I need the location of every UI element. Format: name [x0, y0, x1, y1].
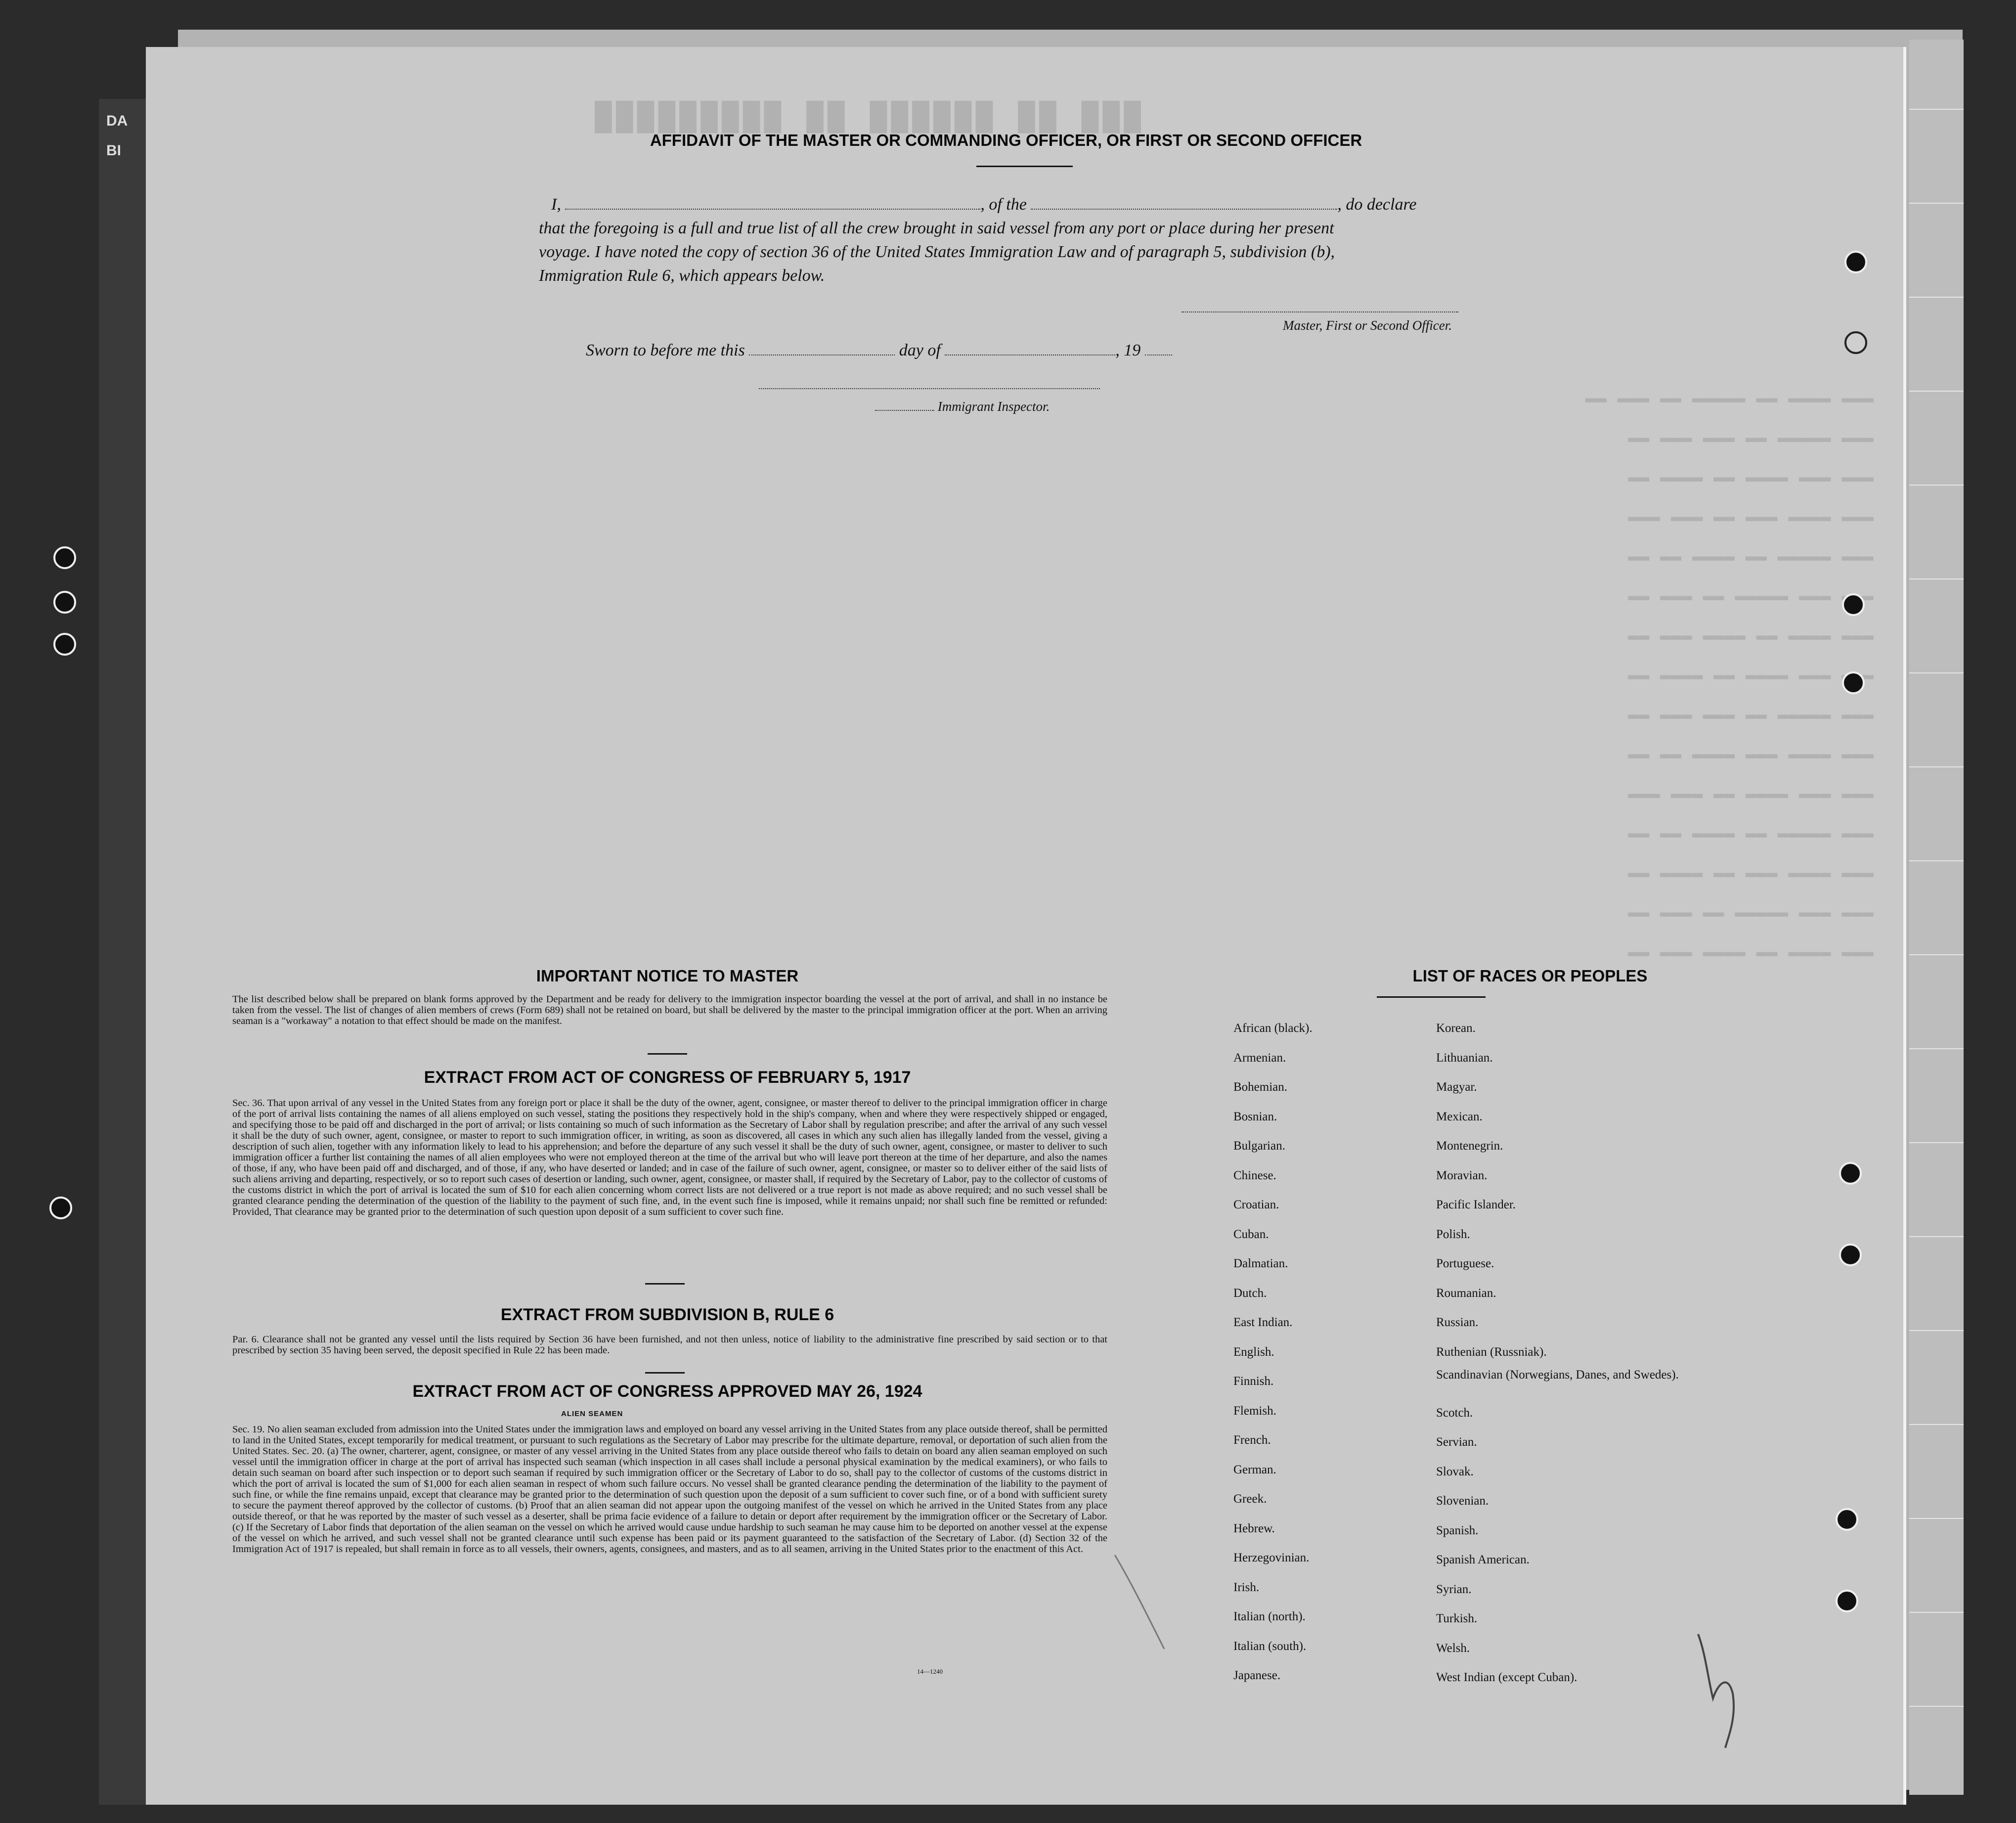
- year-text: , 19: [1115, 341, 1141, 359]
- edge-fragment: DA: [106, 113, 128, 129]
- month-blank: [945, 355, 1115, 356]
- race-item: Slovenian.: [1436, 1494, 1489, 1508]
- section-rule: [648, 1053, 687, 1055]
- race-item: Bosnian.: [1233, 1110, 1277, 1123]
- race-item: Japanese.: [1233, 1669, 1281, 1682]
- race-item: Montenegrin.: [1436, 1139, 1503, 1153]
- master-signature-blank: [1182, 311, 1458, 312]
- notice-title: IMPORTANT NOTICE TO MASTER: [536, 967, 799, 985]
- races-title: LIST OF RACES OR PEOPLES: [1412, 967, 1648, 985]
- race-item: Cuban.: [1233, 1227, 1269, 1241]
- binder-hole: [1836, 1508, 1858, 1531]
- race-item: Bohemian.: [1233, 1080, 1288, 1094]
- binder-hole: [1842, 671, 1865, 694]
- race-item: Syrian.: [1436, 1582, 1472, 1596]
- race-item: Ruthenian (Russniak).: [1436, 1345, 1547, 1359]
- race-item: Dutch.: [1233, 1286, 1267, 1300]
- binder-hole: [53, 546, 76, 569]
- sworn-line: [586, 341, 1172, 360]
- race-item: Mexican.: [1436, 1110, 1483, 1123]
- affidavit-line-1: [551, 195, 1417, 214]
- race-item: Chinese.: [1233, 1168, 1276, 1182]
- races-right-column: [1436, 1014, 1679, 1692]
- extract-1917-title: EXTRACT FROM ACT OF CONGRESS OF FEBRUARY 5, 1917: [424, 1068, 911, 1087]
- binder-hole: [1842, 593, 1865, 616]
- document-sheet: [146, 47, 1903, 1805]
- affidavit-title: AFFIDAVIT OF THE MASTER OR COMMANDING OFFICER, OR FIRST OR SECOND OFFICER: [650, 131, 1362, 149]
- section-rule: [645, 1283, 685, 1285]
- affidavit-line-3: voyage. I have noted the copy of section 36 of the United States Immigration Law and of paragraph 5, subdivision (b),: [539, 243, 1335, 261]
- pencil-mark: [1678, 1624, 1748, 1753]
- extract-1917-text: Sec. 36. That upon arrival of any vessel in the United States from any foreign port or place it shall be the duty of the owner, agent, consignee, or master thereof to deliver to the principal immigration officer in charge of the port of arrival lists containing the names of all aliens employed on such vessel, stating the positions they respectively hold in the ship's company, when and where they were respectively shipped or engaged, and specifying those to be paid off and discharged in the port of arrival; or lists containing so much of such information as the Secretary of Labor shall by regulation prescribe; and after the arrival of any such vessel it shall be the duty of such owner, agent, consignee, or master to report to such immigration officer, in writing, as soon as discovered, all cases in which any such alien has illegally landed from the vessel, giving a description of such alien, together with any information likely to lead to his apprehension; and before the departure of any such vessel it shall be the duty of such owner, agent, consignee, or master to deliver to such immigration officer a further list containing the names of all alien employees who were not employed thereon at the time of the arrival but who will leave port thereon at the time of her departure, and also the names of those, if any, who have been paid off and discharged, and of those, if any, who have deserted or landed; and in case of the failure of such owner, agent, consignee, or master so to deliver either of the said lists of such aliens arriving and departing, respectively, or so to report such cases of desertion or landing, such owner, agent, consignee, or master shall, if required by the Secretary of Labor, pay to the collector of customs of the customs district in which the port of arrival is located the sum of $10 for each alien concerning whom correct lists are not delivered or a true report is not made as above required; and no such vessel shall be granted clearance pending the determination of the question of the liability to the payment of such fine, and, in the event such fine is imposed, while it remains unpaid; nor shall such fine be remitted or refunded: Provided, That clearance may be granted prior to the determination of such question upon deposit of a sum sufficient to cover such fine.: [232, 1098, 1107, 1217]
- race-item: Bulgarian.: [1233, 1139, 1285, 1153]
- race-item: Finnish.: [1233, 1375, 1274, 1388]
- binder-hole: [1839, 1244, 1862, 1266]
- vessel-blank: [1031, 209, 1337, 210]
- race-item: Flemish.: [1233, 1404, 1276, 1418]
- race-item: Italian (north).: [1233, 1610, 1306, 1623]
- affidavit-line-4: Immigration Rule 6, which appears below.: [539, 267, 825, 285]
- extract-1924-title: EXTRACT FROM ACT OF CONGRESS APPROVED MAY 26, 1924: [412, 1382, 922, 1401]
- race-item: Magyar.: [1436, 1080, 1477, 1094]
- race-item: Spanish.: [1436, 1523, 1479, 1537]
- alien-seamen-subtitle: ALIEN SEAMEN: [561, 1410, 623, 1418]
- binder-hole: [1836, 1590, 1858, 1612]
- race-item: German.: [1233, 1463, 1276, 1476]
- races-left-column: [1233, 1014, 1313, 1690]
- inspector-short-blank: [875, 410, 934, 411]
- extract-1924-text: Sec. 19. No alien seaman excluded from admission into the United States under the immigration laws and employed on board any vessel arriving in the United States from any place outside thereof, shall be permitted to land in the United States, except temporarily for medical treatment, or pursuant to such regulations as the Secretary of Labor may prescribe for the ultimate departure, removal, or deportation of such alien from the United States. Sec. 20. (a) The owner, charterer, agent, consignee, or master of any vessel arriving in the United States from any place outside thereof who fails to detain on board any alien seaman employed on such vessel until the immigration officer in charge at the port of arrival has inspected such seaman (which inspection in all cases shall include a personal physical examination by the medical examiners), or who fails to detain such seaman on board after such inspection or to deport such seaman if required by such immigration officer or the Secretary of Labor to do so, shall pay to the collector of customs of the customs district in which the port of arrival is located the sum of $1,000 for each alien seaman in respect of whom such failure occurs. No vessel shall be granted clearance pending the determination of the liability to the payment of such fine, or while the fine remains unpaid, except that clearance may be granted prior to the determination of such question upon the deposit of a sum sufficient to cover such fine, or of a bond with sufficient surety to secure the payment thereof approved by the collector of customs. (b) Proof that an alien seaman did not appear upon the outgoing manifest of the vessel on which he arrived in the United States from any place outside thereof, or that he was reported by the master of such vessel as a deserter, shall be prima facie evidence of a failure to detain or deport after requirement by the immigration officer or the Secretary of Labor. (c) If the Secretary of Labor finds that deportation of the alien seaman on the vessel on which he arrived would cause undue hardship to such seaman he may cause him to be deported on another vessel at the expense of the vessel on which he arrived, and such vessel shall not be granted clearance until such expense has been paid or its payment guaranteed to the satisfaction of the Secretary of Labor. (d) Section 32 of the Immigration Act of 1917 is repealed, but shall remain in force as to all vessels, their owners, agents, consignees, and masters, and as to all seamen, arriving in the United States prior to the enactment of this Act.: [232, 1424, 1107, 1555]
- extract-rule6-text: Par. 6. Clearance shall not be granted any vessel until the lists required by Section 36 have been furnished, and not then unless, notice of liability to the administrative fine prescribed by said section or to that prescribed by section 35 having been served, the deposit specified in Rule 22 has been made.: [232, 1334, 1107, 1356]
- edge-fragment: BI: [106, 142, 121, 159]
- right-edge-strip: [1909, 40, 1964, 1795]
- race-item: Italian (south).: [1233, 1639, 1307, 1653]
- races-rule: [1377, 996, 1486, 998]
- race-item: Portuguese.: [1436, 1257, 1494, 1270]
- race-item: Russian.: [1436, 1316, 1479, 1329]
- race-item: Pacific Islander.: [1436, 1198, 1516, 1211]
- race-item: West Indian (except Cuban).: [1436, 1671, 1578, 1684]
- race-item: Roumanian.: [1436, 1286, 1496, 1300]
- affidavit-of-the: , of the: [980, 195, 1027, 214]
- bleed-heading: ███ ██ ██████ ██ █████████: [591, 101, 1141, 133]
- race-item: Scandinavian (Norwegians, Danes, and Swedes).: [1436, 1368, 1679, 1381]
- binder-hole: [49, 1197, 72, 1219]
- master-label: Master, First or Second Officer.: [1283, 318, 1452, 333]
- affidavit-line-2: that the foregoing is a full and true list of all the crew brought in said vessel from any port or place during her present: [539, 219, 1334, 237]
- reverse-side-bleed: ███ ██ ██████ ██ █████████ ▬▬▬ ▬▬▬▬ ▬▬ ▬▬▬▬▬ ▬▬ ▬▬▬ ▬▬ ▬▬▬ ▬▬▬▬▬ ▬▬ ▬▬▬ ▬▬▬ ▬▬ ▬▬▬ ▬▬▬ ▬▬▬▬ ▬▬ ▬▬▬▬ ▬▬ ▬▬▬ ▬▬▬▬ ▬▬▬ ▬▬ ▬▬▬ ▬▬▬ ▬▬▬ ▬▬▬▬▬ ▬▬ ▬▬▬▬ ▬▬ ▬▬ ▬▬▬ ▬▬▬ ▬▬▬▬▬ ▬▬ ▬▬▬ ▬▬ ▬▬▬ ▬▬▬▬ ▬▬ ▬▬▬▬ ▬▬▬ ▬▬ ▬▬▬ ▬▬▬ ▬▬▬▬ ▬▬ ▬▬▬▬ ▬▬ ▬▬▬ ▬▬▬▬▬ ▬▬ ▬▬▬ ▬▬▬ ▬▬ ▬▬▬ ▬▬▬▬ ▬▬▬ ▬▬▬▬ ▬▬ ▬▬ ▬▬▬ ▬▬▬ ▬▬▬▬ ▬▬ ▬▬▬ ▬▬▬ ▬▬▬ ▬▬▬▬▬ ▬▬ ▬▬▬▬ ▬▬ ▬▬ ▬▬▬ ▬▬▬▬ ▬▬▬ ▬▬ ▬▬▬▬ ▬▬ ▬▬▬ ▬▬▬ ▬▬▬▬▬ ▬▬ ▬▬▬ ▬▬ ▬▬▬ ▬▬▬▬ ▬▬ ▬▬▬▬ ▬▬▬ ▬▬: [591, 101, 1874, 962]
- binder-hole: [1839, 1162, 1862, 1185]
- pencil-stroke: [1110, 1550, 1174, 1659]
- inspector-label-text: Immigrant Inspector.: [937, 399, 1050, 414]
- binder-hole: [53, 633, 76, 656]
- section-rule: [645, 1372, 685, 1374]
- race-item: Moravian.: [1436, 1168, 1488, 1182]
- race-item: Spanish American.: [1436, 1553, 1530, 1566]
- race-item: Servian.: [1436, 1435, 1477, 1449]
- sworn-text: Sworn to before me this: [586, 341, 745, 359]
- race-item: Polish.: [1436, 1227, 1470, 1241]
- race-item: Greek.: [1233, 1492, 1267, 1506]
- binder-hole: [1844, 331, 1867, 354]
- race-item: Armenian.: [1233, 1051, 1286, 1065]
- race-item: Slovak.: [1436, 1465, 1474, 1478]
- race-item: Irish.: [1233, 1580, 1260, 1594]
- notice-text: The list described below shall be prepared on blank forms approved by the Department and be ready for delivery to the immigration inspector boarding the vessel at the port of arrival, and shall in no instance be taken from the vessel. The list of changes of alien members of crews (Form 689) shall not be retained on board, but shall be delivered by the master to the principal immigration officer at the port. When an arriving seaman is a "workaway" a notation to that effect should be made on the manifest.: [232, 994, 1107, 1026]
- day-blank: [749, 355, 895, 356]
- race-item: Scotch.: [1436, 1406, 1473, 1420]
- race-item: Dalmatian.: [1233, 1257, 1288, 1270]
- frame-edge: [1903, 47, 1906, 1805]
- binder-hole: [53, 591, 76, 614]
- race-item: English.: [1233, 1345, 1274, 1359]
- inspector-signature-blank: [759, 388, 1100, 389]
- day-of-text: day of: [899, 341, 941, 359]
- race-item: Turkish.: [1436, 1612, 1478, 1625]
- inspector-label: [875, 399, 1050, 414]
- extract-rule6-title: EXTRACT FROM SUBDIVISION B, RULE 6: [500, 1305, 834, 1324]
- race-item: Herzegovinian.: [1233, 1551, 1310, 1564]
- race-item: Welsh.: [1436, 1641, 1470, 1655]
- affidavit-i: I,: [551, 195, 561, 214]
- race-item: East Indian.: [1233, 1316, 1293, 1329]
- race-item: Korean.: [1436, 1022, 1476, 1035]
- left-edge-strip: [99, 99, 146, 1805]
- race-item: African (black).: [1233, 1022, 1313, 1035]
- race-item: Croatian.: [1233, 1198, 1279, 1211]
- race-item: French.: [1233, 1433, 1271, 1447]
- race-item: Hebrew.: [1233, 1521, 1275, 1535]
- name-blank: [565, 209, 980, 210]
- year-blank: [1145, 355, 1172, 356]
- race-item: Lithuanian.: [1436, 1051, 1493, 1065]
- form-number: 14—1240: [917, 1668, 943, 1675]
- binder-hole: [1844, 251, 1867, 273]
- title-rule: [976, 166, 1073, 167]
- affidavit-declare: , do declare: [1337, 195, 1417, 214]
